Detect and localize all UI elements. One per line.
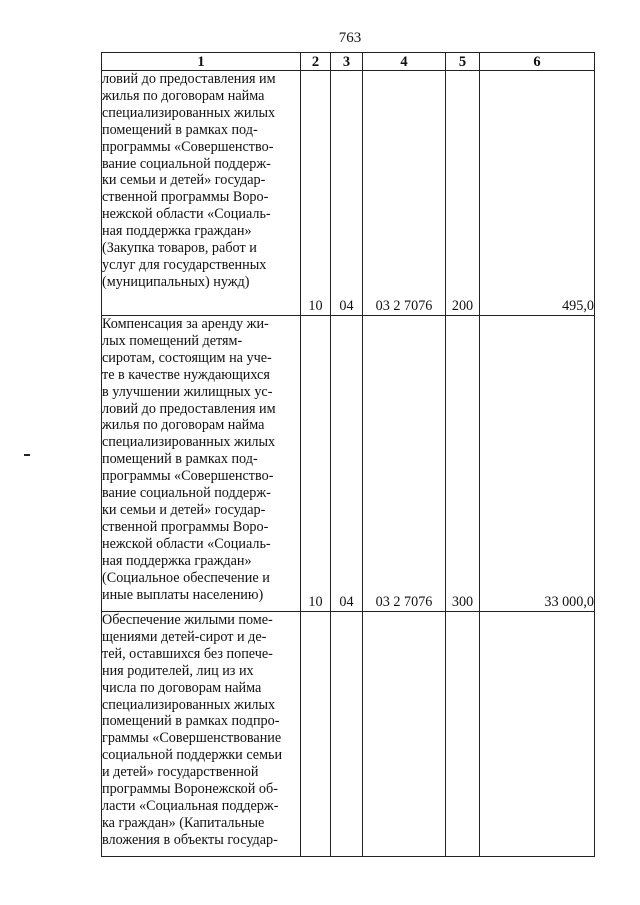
- description-line: специализированных жилых: [102, 696, 276, 713]
- header-col-1: 1: [102, 53, 301, 71]
- description-line: граммы «Совершенствование: [102, 730, 282, 747]
- section-code: 10: [301, 71, 331, 316]
- description-line: ственной программы Воро-: [102, 518, 269, 535]
- description-line: нежской области «Социаль-: [102, 206, 271, 223]
- description-line: (Закупка товаров, работ и: [102, 240, 257, 257]
- description-line: вание социальной поддерж-: [102, 485, 271, 502]
- section-code: [301, 612, 331, 857]
- amount: 33 000,0: [480, 316, 595, 612]
- description-line: и детей» государственной: [102, 764, 259, 781]
- description-line: социальной поддержки семьи: [102, 747, 283, 764]
- description-line: жилья по договорам найма: [102, 87, 265, 104]
- header-col-5: 5: [446, 53, 480, 71]
- description-line: помещений в рамках подпро-: [102, 713, 280, 730]
- description-line: ка граждан» (Капитальные: [102, 814, 265, 831]
- scan-mark: [24, 454, 30, 456]
- target-article-code: 03 2 7076: [363, 316, 446, 612]
- amount: [480, 612, 595, 857]
- description-line: программы Воронежской об-: [102, 781, 278, 798]
- table-header-row: [102, 53, 595, 71]
- description-line: ки семьи и детей» государ-: [102, 501, 266, 518]
- description-line: программы «Совершенство-: [102, 468, 274, 485]
- row-description: [102, 612, 301, 857]
- header-col-4: 4: [363, 53, 446, 71]
- description-line: щениями детей-сирот и де-: [102, 628, 267, 645]
- description-line: (муниципальных) нужд): [102, 273, 250, 290]
- description-line: жилья по договорам найма: [102, 417, 265, 434]
- description-line: ловий до предоставления им: [102, 400, 276, 417]
- description-line: нежской области «Социаль-: [102, 535, 271, 552]
- table-row: [102, 612, 595, 857]
- table-row: [102, 71, 595, 316]
- row-description: [102, 71, 301, 316]
- subsection-code: 04: [331, 316, 363, 612]
- description-line: Обеспечение жилыми поме-: [102, 612, 273, 628]
- header-col-6: 6: [480, 53, 595, 71]
- amount: 495,0: [480, 71, 595, 316]
- header-col-2: 2: [301, 53, 331, 71]
- description-line: тей, оставшихся без попече-: [102, 645, 273, 662]
- description-line: в улучшении жилищных ус-: [102, 383, 273, 400]
- description-line: лых помещений детям-: [102, 332, 243, 349]
- description-line: специализированных жилых: [102, 104, 276, 121]
- description-line: вложения в объекты государ-: [102, 831, 278, 848]
- description-line: ная поддержка граждан»: [102, 552, 252, 569]
- expense-type-code: 300: [446, 316, 480, 612]
- description-line: (Социальное обеспечение и: [102, 569, 270, 586]
- description-line: сиротам, состоящим на уче-: [102, 349, 272, 366]
- description-line: услуг для государственных: [102, 256, 267, 273]
- page-number: 763: [338, 30, 362, 46]
- header-col-3: 3: [331, 53, 363, 71]
- description-line: иные выплаты населению): [102, 586, 264, 603]
- description-line: ная поддержка граждан»: [102, 223, 252, 240]
- row-description: [102, 316, 301, 612]
- expense-type-code: [446, 612, 480, 857]
- description-line: числа по договорам найма: [102, 679, 262, 696]
- subsection-code: 04: [331, 71, 363, 316]
- description-line: вание социальной поддерж-: [102, 155, 271, 172]
- description-line: ки семьи и детей» государ-: [102, 172, 266, 189]
- description-line: специализированных жилых: [102, 434, 276, 451]
- description-line: помещений в рамках под-: [102, 121, 258, 138]
- table-row: [102, 316, 595, 612]
- description-line: ласти «Социальная поддерж-: [102, 797, 279, 814]
- description-line: ния родителей, лиц из их: [102, 662, 254, 679]
- target-article-code: [363, 612, 446, 857]
- section-code: 10: [301, 316, 331, 612]
- description-line: Компенсация за аренду жи-: [102, 316, 269, 332]
- budget-table: [101, 52, 595, 857]
- description-line: ственной программы Воро-: [102, 189, 269, 206]
- target-article-code: 03 2 7076: [363, 71, 446, 316]
- description-line: те в качестве нуждающихся: [102, 366, 270, 383]
- description-line: ловий до предоставления им: [102, 71, 276, 87]
- expense-type-code: 200: [446, 71, 480, 316]
- description-line: программы «Совершенство-: [102, 138, 274, 155]
- description-line: помещений в рамках под-: [102, 451, 258, 468]
- subsection-code: [331, 612, 363, 857]
